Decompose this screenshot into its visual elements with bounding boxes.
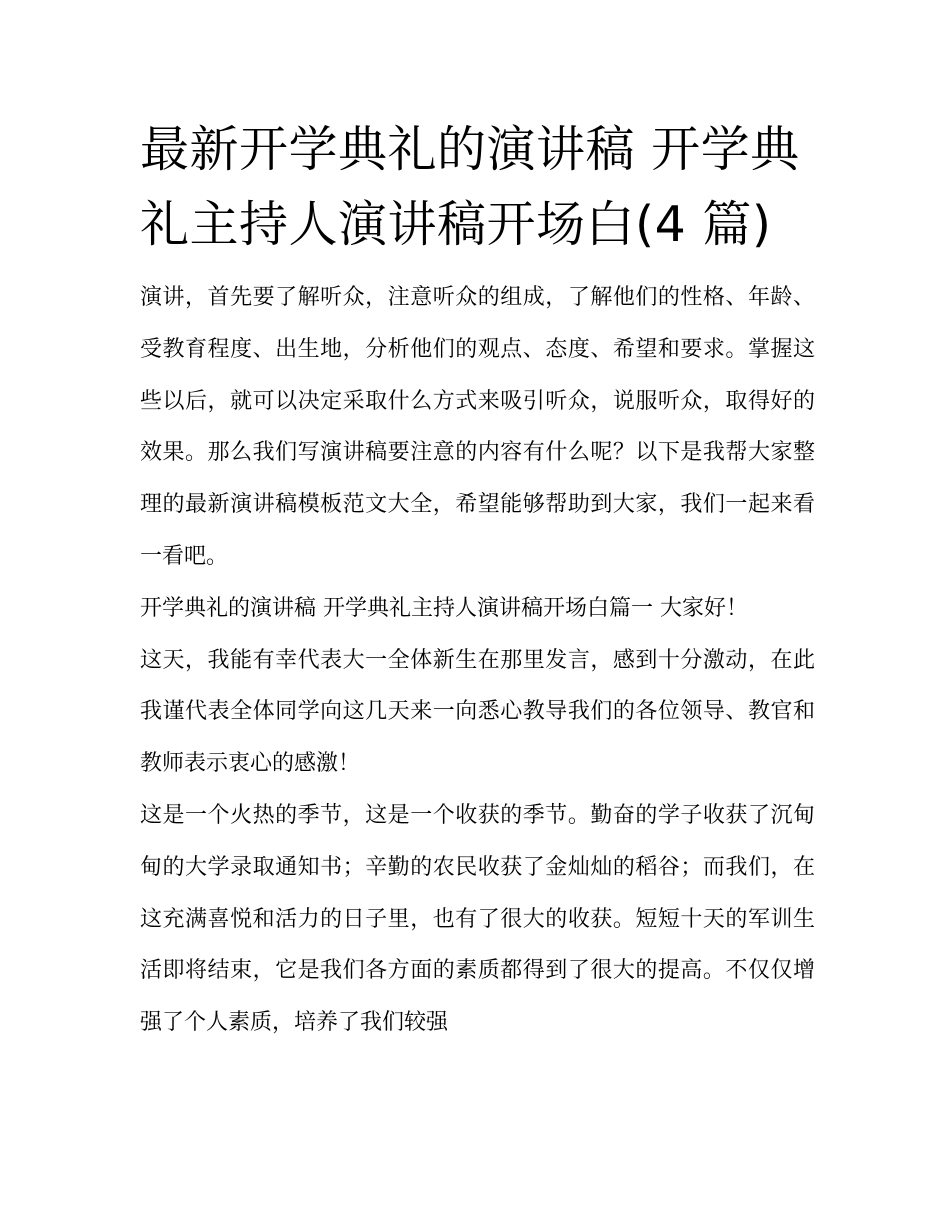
document-body: [140, 272, 815, 1049]
document-title: [140, 112, 815, 262]
paragraph-intro: 演讲，首先要了解听众，注意听众的组成，了解他们的性格、年龄、受教育程度、出生地，分析他们的观点、态度、希望和要求。掌握这些以后，就可以决定采取什么方式来吸引听众，说服听众，取得好的效果。那么我们写演讲稿要注意的内容有什么呢？以下是我帮大家整理的最新演讲稿模板范文大全，希望能够帮助到大家，我们一起来看一看吧。: [140, 285, 815, 569]
document-content: [140, 112, 815, 1049]
paragraph-harvest: 这是一个火热的季节，这是一个收获的季节。勤奋的学子收获了沉甸甸的大学录取通知书；辛勤的农民收获了金灿灿的稻谷；而我们，在这充满喜悦和活力的日子里，也有了很大的收获。短短十天的军训生活即将结束，它是我们各方面的素质都得到了很大的提高。不仅仅增强了个人素质，培养了我们较强: [140, 802, 815, 1036]
paragraph-thanks: 这天，我能有幸代表大一全体新生在那里发言，感到十分激动，在此我谨代表全体同学向这几天来一向悉心教导我们的各位领导、教官和教师表示衷心的感激！: [140, 647, 815, 777]
title-line-1: 最新开学典礼的演讲稿 开学典: [140, 121, 800, 178]
title-line-2: 礼主持人演讲稿开场白(4 篇): [140, 196, 772, 253]
paragraph-greeting: 开学典礼的演讲稿 开学典礼主持人演讲稿开场白篇一 大家好！: [140, 595, 748, 621]
